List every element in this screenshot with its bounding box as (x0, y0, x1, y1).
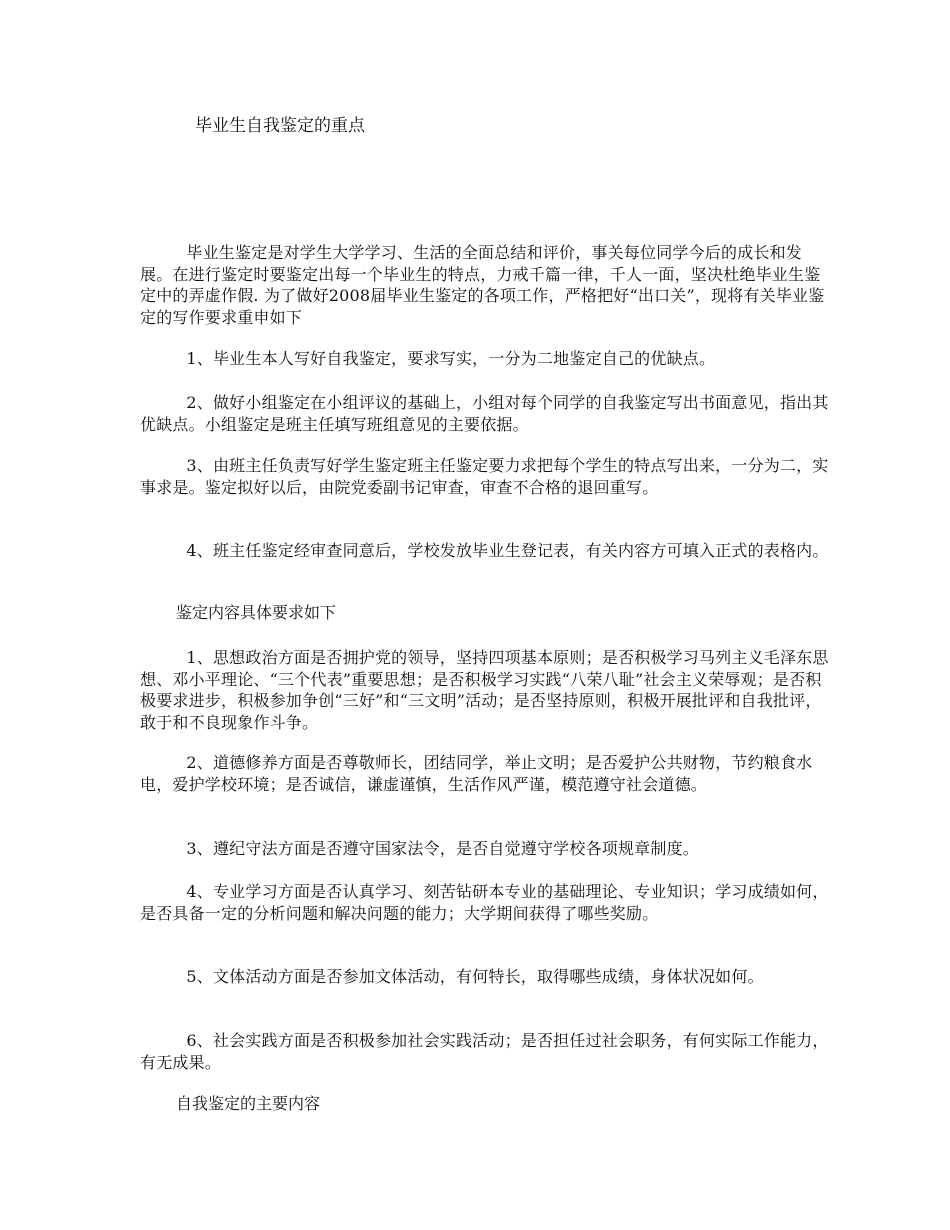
content-item-paragraph: 5、文体活动方面是否参加文体活动，有何特长，取得哪些成绩，身体状况如何。 (186, 967, 764, 986)
document-title: 毕业生自我鉴定的重点 (195, 116, 365, 136)
main-content-heading: 自我鉴定的主要内容 (176, 1094, 321, 1113)
requirement-paragraph: 3、由班主任负责写好学生鉴定班主任鉴定要力求把每个学生的特点写出来，一分为二，实事求是。鉴定拟好以后，由院党委副书记审查，审查不合格的退回重写。 (140, 456, 829, 497)
content-item-paragraph: 2、道德修养方面是否尊敬师长，团结同学，举止文明；是否爱护公共财物，节约粮食水电，爱护学校环境；是否诚信，谦虚谨慎，生活作风严谨，模范遵守社会道德。 (140, 753, 813, 794)
requirement-paragraph: 4、班主任鉴定经审查同意后，学校发放毕业生登记表，有关内容方可填入正式的表格内。 (186, 541, 829, 560)
requirement-paragraph: 1、毕业生本人写好自我鉴定，要求写实，一分为二地鉴定自己的优缺点。 (186, 349, 716, 368)
content-requirements-heading: 鉴定内容具体要求如下 (176, 603, 337, 622)
content-item-paragraph: 6、社会实践方面是否积极参加社会实践活动；是否担任过社会职务，有何实际工作能力，有无成果。 (140, 1031, 829, 1072)
content-item-paragraph: 1、思想政治方面是否拥护党的领导，坚持四项基本原则；是否积极学习马列主义毛泽东思想、邓小平理论、“三个代表”重要思想；是否积极学习实践“八荣八耻”社会主义荣辱观；是否积极要求进步，积极参加争创“三好”和“三文明”活动；是否坚持原则，积极开展批评和自我批评，敢于和不良现象作斗争。 (140, 648, 829, 732)
content-item-paragraph: 4、专业学习方面是否认真学习、刻苦钻研本专业的基础理论、专业知识；学习成绩如何，是否具备一定的分析问题和解决问题的能力；大学期间获得了哪些奖励。 (140, 882, 829, 923)
intro-paragraph: 毕业生鉴定是对学生大学学习、生活的全面总结和评价，事关每位同学今后的成长和发展。在进行鉴定时要鉴定出每一个毕业生的特点，力戒千篇一律，千人一面，坚决杜绝毕业生鉴定中的弄虚作假. 为了做好2008届毕业生鉴定的各项工作，严格把好“出口关”，现将有关毕业鉴定的写作要求重申如下 (140, 243, 825, 327)
requirement-paragraph: 2、做好小组鉴定在小组评议的基础上，小组对每个同学的自我鉴定写出书面意见，指出其优缺点。小组鉴定是班主任填写班组意见的主要依据。 (140, 393, 829, 434)
content-item-paragraph: 3、遵纪守法方面是否遵守国家法令，是否自觉遵守学校各项规章制度。 (186, 839, 699, 858)
